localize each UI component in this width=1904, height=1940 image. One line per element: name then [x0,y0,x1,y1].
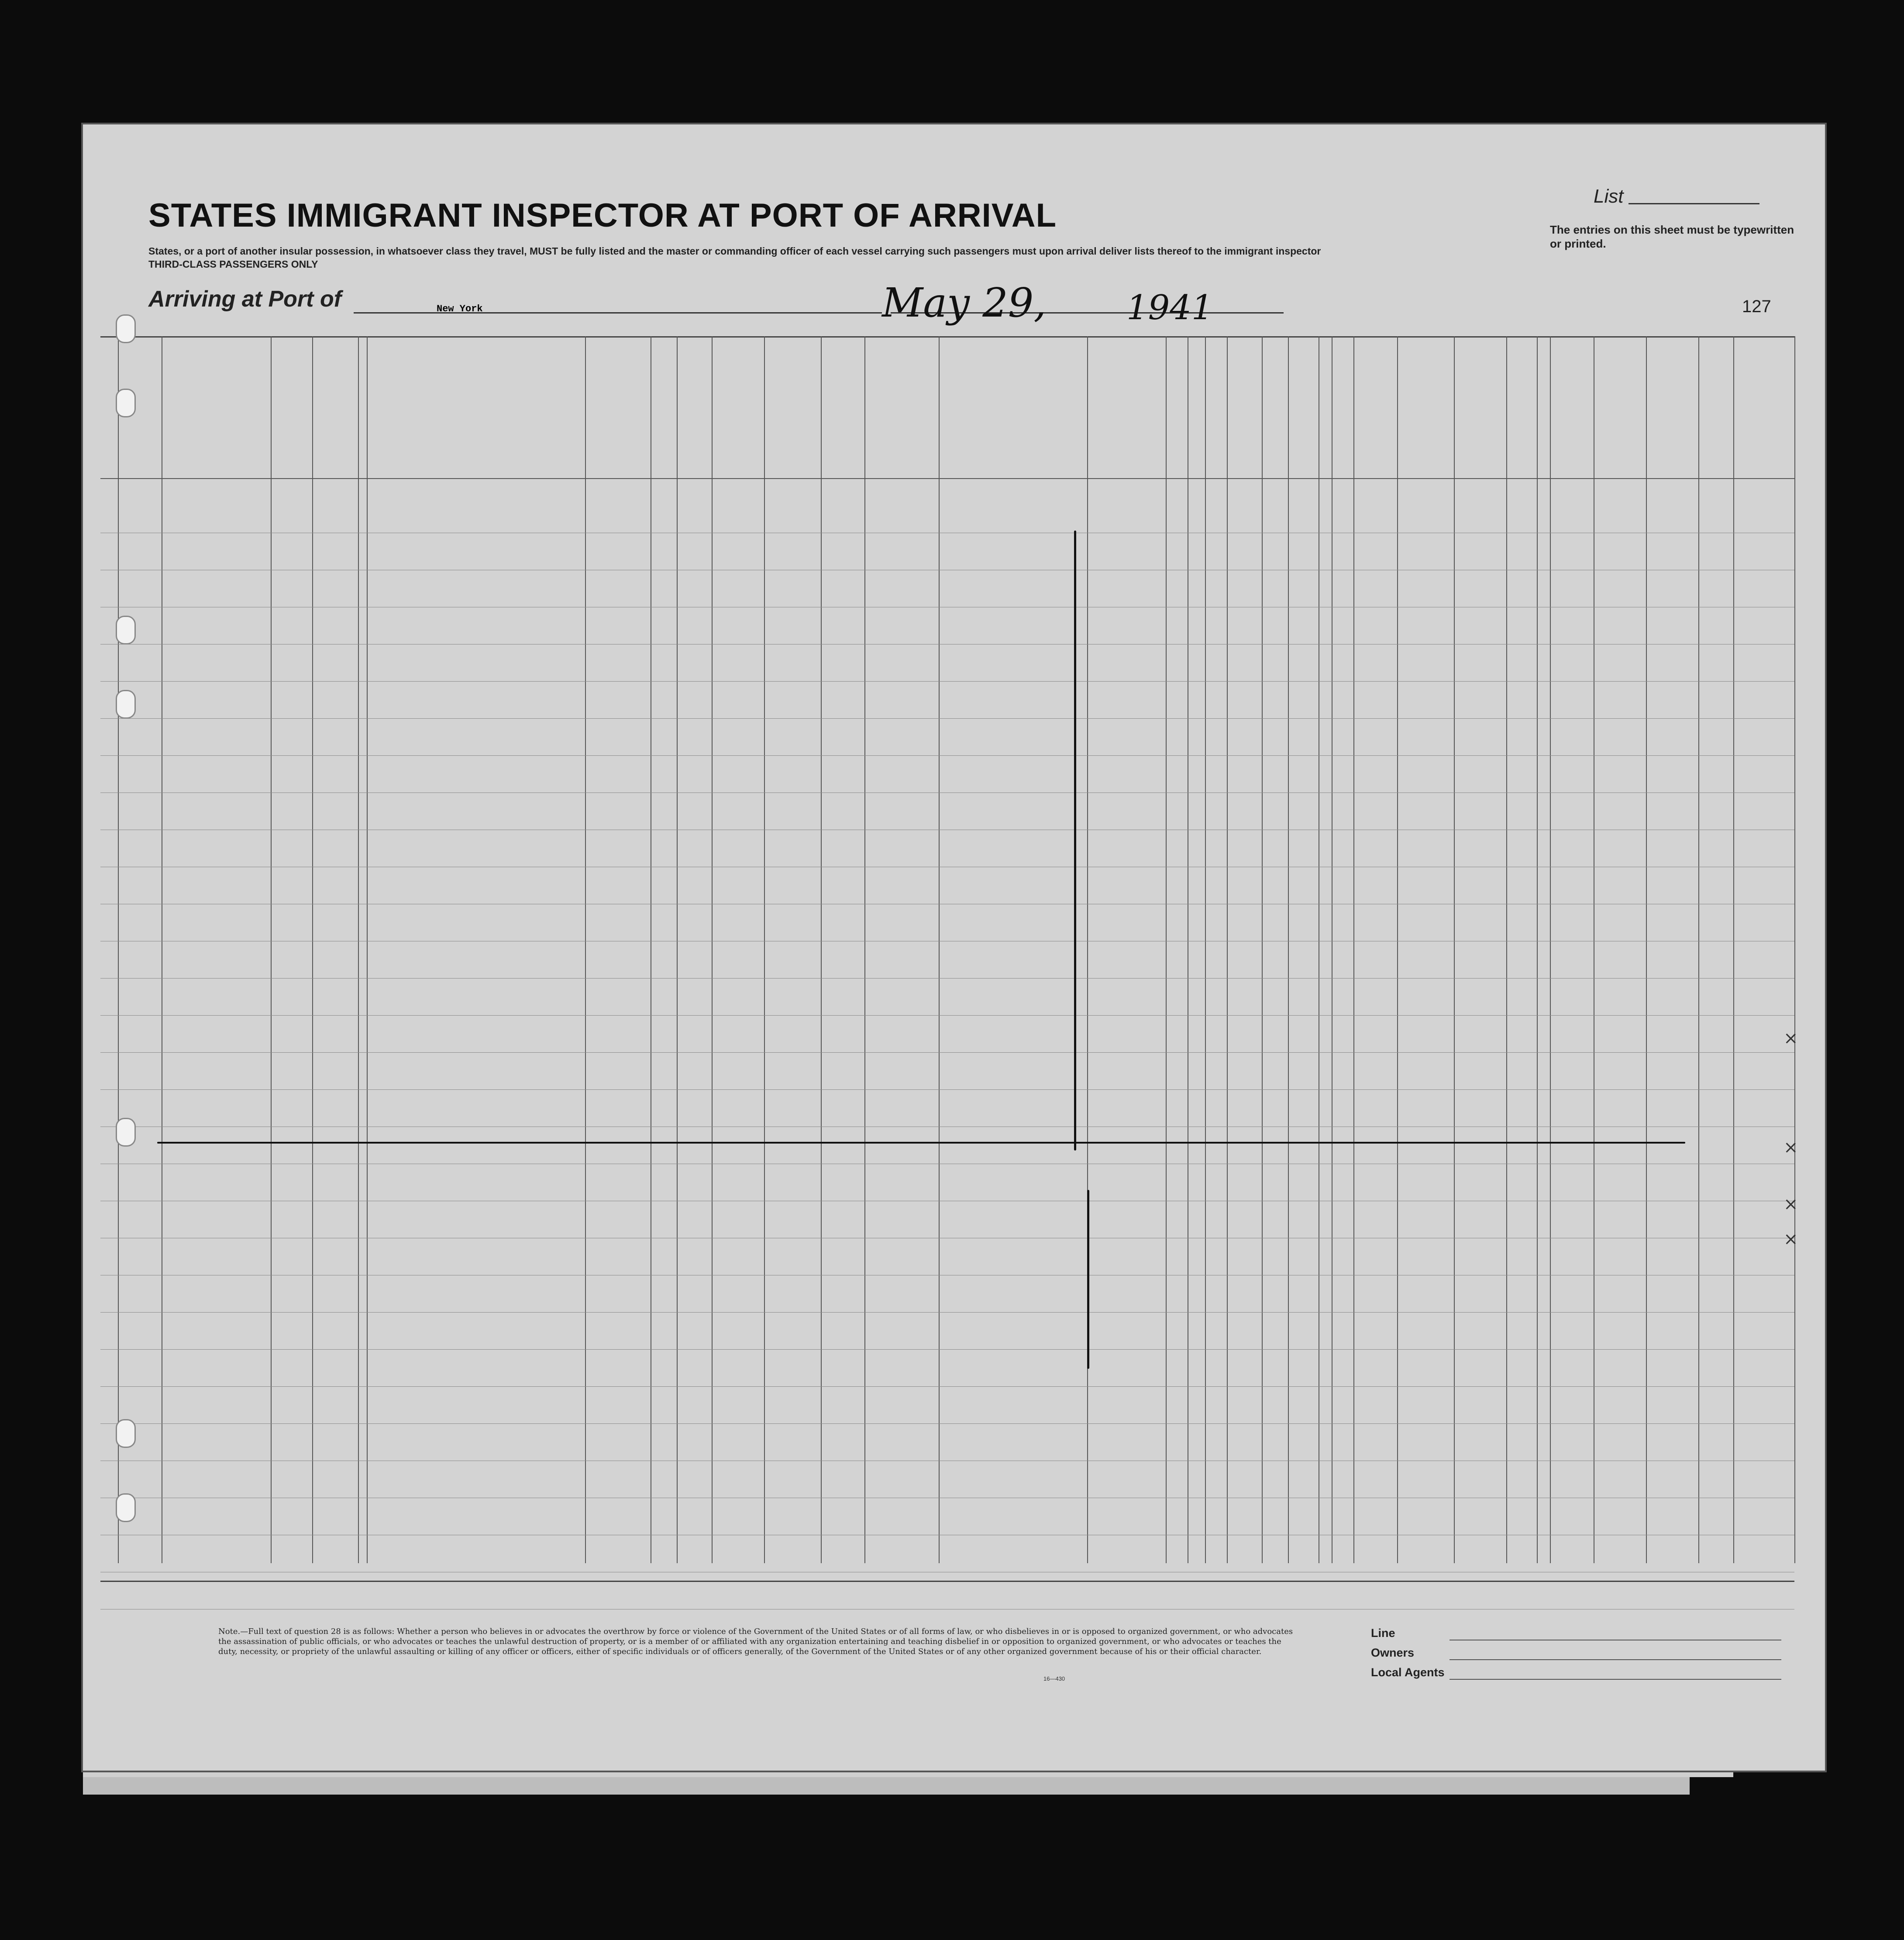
column-rule [821,336,822,1563]
row-rule [100,978,1794,979]
column-rule [118,336,119,1563]
row-rule [100,681,1794,682]
binder-hole [116,389,136,417]
column-rule [1087,336,1088,1563]
binder-hole [116,314,136,343]
header-bottom-rule [100,478,1794,479]
footnote: Note.—Full text of question 28 is as follows: Whether a person who believes in or advocates the overthrow by force or violence of the Government of the United States or of all forms of law, or who disbelieves in or is opposed to organized government, or who advocates the assassination of public officials, or who advocates or teaches the unlawful destruction of property, or is a member of or affiliated with any organization entertaining and teaching disbelief in or opposition to organized government, or who advocates or teaches the duty, necessity, or propriety of the unlawful assaulting or killing of any officer or officers, either of specific individuals or of officers generally, of the Government of the United States or of any other organized government because of his or their official character. [218,1627,1293,1656]
page-title: STATES IMMIGRANT INSPECTOR AT PORT OF ARRIVAL [148,197,1057,234]
column-rule [585,336,586,1563]
owners-label: Owners [1371,1646,1415,1659]
column-rule [1205,336,1206,1563]
column-rule [1288,336,1289,1563]
column-rule [367,336,368,1563]
class-line: THIRD-CLASS PASSENGERS ONLY [148,258,318,270]
column-rule [1166,336,1167,1563]
list-label: List [1594,186,1624,207]
form-number: 16—430 [1043,1675,1065,1682]
row-rule [100,1423,1794,1424]
binder-hole [116,1419,136,1448]
row-rule [100,1386,1794,1387]
column-rule [1397,336,1398,1563]
row-rule [100,1349,1794,1350]
row-rule [100,1089,1794,1090]
page-number: 127 [1742,297,1771,316]
check-mark-icon: × [1783,1229,1798,1249]
manifest-page [83,124,1825,1771]
column-rule [1733,336,1734,1563]
page-subtitle: States, or a port of another insular possession, in whatsoever class they travel, MUST be fully listed and the master or commanding officer of each vessel carrying such passengers must upon arrival deliver lists thereof to the immigrant inspector THIRD-CLASS PASSENGERS ONLY [148,245,1633,271]
row-rule [100,718,1794,719]
column-rule [712,336,713,1563]
column-rule [939,336,940,1563]
check-mark-icon: × [1783,1137,1798,1158]
column-rule [1550,336,1551,1563]
binder-hole [116,1493,136,1522]
column-rule [764,336,765,1563]
row-rule [100,755,1794,756]
check-mark-icon: × [1783,1194,1798,1214]
column-rule [1794,336,1795,1563]
binder-hole [116,616,136,644]
list-line [1629,203,1759,204]
column-rule [358,336,359,1563]
column-rule [864,336,865,1563]
column-rule [1454,336,1455,1563]
local-agents-label: Local Agents [1371,1666,1445,1679]
column-rule [1698,336,1699,1563]
port-line [354,312,882,314]
column-rule [1506,336,1507,1563]
row-rule [100,1015,1794,1016]
ditto-stroke [1074,531,1076,1151]
port-value: New York [437,303,483,314]
column-rule [271,336,272,1563]
strike-line [157,1142,1685,1144]
arrival-date: May 29, [882,279,1047,326]
local-agents-field [1450,1679,1781,1680]
arrival-year: 1941 [1126,288,1213,327]
owners-field [1450,1659,1781,1660]
header-rule [100,336,1794,338]
column-rule [1646,336,1647,1563]
column-rule [1537,336,1538,1563]
arriving-label: Arriving at Port of [148,286,342,312]
column-rule [677,336,678,1563]
check-mark-icon: × [1783,1028,1798,1048]
line-label: Line [1371,1626,1395,1640]
column-rule [1262,336,1263,1563]
row-rule [100,1052,1794,1053]
footer-rule [100,1581,1794,1582]
column-rule [312,336,313,1563]
typewritten-note: The entries on this sheet must be typewritten or printed. [1550,223,1794,250]
binder-hole [116,690,136,719]
ditto-stroke [1087,1190,1089,1369]
row-rule [100,1312,1794,1313]
binder-hole [116,1118,136,1147]
column-rule [1353,336,1354,1563]
column-rule [1227,336,1228,1563]
